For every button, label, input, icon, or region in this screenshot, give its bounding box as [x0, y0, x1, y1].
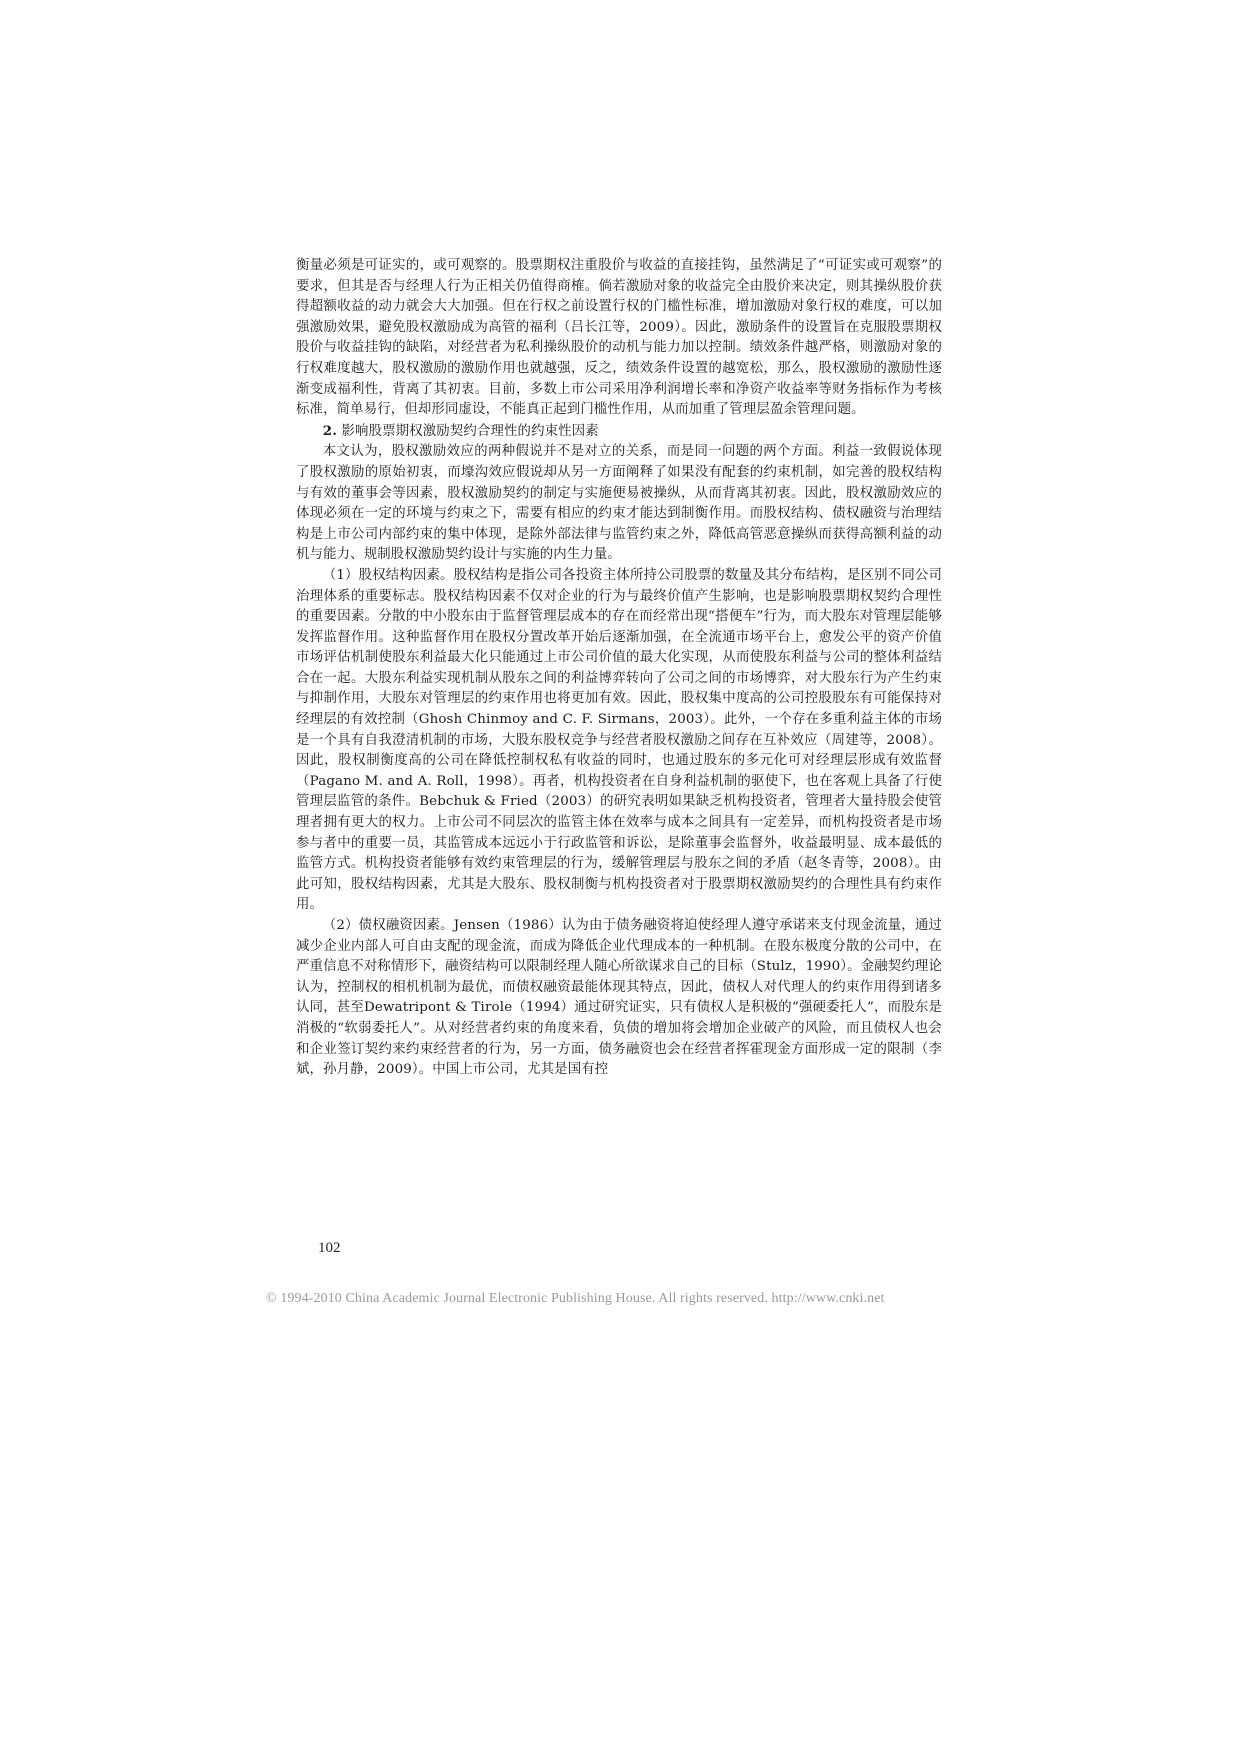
paragraph-intro: 本文认为，股权激励效应的两种假说并不是对立的关系，而是同一问题的两个方面。利益一致假说体现了股权激励的原始初衷，而壕沟效应假说却从另一方面阐释了如果没有配套的约束机制，如完善的股权结构与有效的董事会等因素，股权激励契约的制定与实施便易被操纵，从而背离其初衷。因此，股权激励效应的体现必须在一定的环境与约束之下，需要有相应的约束才能达到制衡作用。而股权结构、债权融资与治理结构是上市公司内部约束的集中体现，是除外部法律与监管约束之外，降低高管恶意操纵而获得高额利益的动机与能力、规制股权激励契约设计与实施的内生力量。	[296, 444, 942, 563]
copyright-notice: © 1994-2010 China Academic Journal Electronic Publishing House. All rights reserved. http://www.cnki.net	[266, 1291, 885, 1306]
paragraph-ownership-structure: （1）股权结构因素。股权结构是指公司各投资主体所持公司股票的数量及其分布结构，是区别不同公司治理体系的重要标志。股权结构因素不仅对企业的行为与最终价值产生影响，也是影响股票期权契约合理性的重要因素。分散的中小股东由于监督管理层成本的存在而经常出现“搭便车”行为，而大股东对管理层能够发挥监督作用。这种监督作用在股权分置改革开始后逐渐加强，在全流通市场平台上，愈发公平的资产价值市场评估机制使股东利益最大化只能通过上市公司价值的最大化实现，从而使股东利益与公司的整体利益结合在一起。大股东利益实现机制从股东之间的利益博弈转向了公司之间的市场博弈，对大股东行为产生约束与抑制作用，大股东对管理层的约束作用也将更加有效。因此，股权集中度高的公司控股股东有可能保持对经理层的有效控制（Ghosh Chinmoy and C. F. Sirmans，2003）。此外，一个存在多重利益主体的市场是一个具有自我澄清机制的市场，大股东股权竞争与经营者股权激励之间存在互补效应（周建等，2008）。因此，股权制衡度高的公司在降低控制权私有收益的同时，也通过股东的多元化可对经理层形成有效监督（Pagano M. and A. Roll，1998）。再者，机构投资者在自身利益机制的驱使下，也在客观上具备了行使管理层监管的条件。Bebchuk & Fried（2003）的研究表明如果缺乏机构投资者，管理者大量持股会使管理者拥有更大的权力。上市公司不同层次的监管主体在效率与成本之间具有一定差异，而机构投资者是市场参与者中的重要一员，其监管成本远远小于行政监管和诉讼，是除董事会监督外，收益最明显、成本最低的监管方式。机构投资者能够有效约束管理层的行为，缓解管理层与股东之间的矛盾（赵冬青等，2008）。由此可知，股权结构因素，尤其是大股东、股权制衡与机构投资者对于股票期权激励契约的合理性具有约束作用。	[296, 567, 942, 913]
section-heading-text: 影响股票期权激励契约合理性的约束性因素	[341, 423, 599, 439]
section-heading	[296, 421, 942, 443]
body-text	[296, 256, 942, 1081]
paragraph-debt-financing: （2）债权融资因素。Jensen（1986）认为由于债务融资将迫使经理人遵守承诺来支付现金流量，通过减少企业内部人可自由支配的现金流，而成为降低企业代理成本的一种机制。在股东极度分散的公司中，在严重信息不对称情形下，融资结构可以限制经理人随心所欲谋求自己的目标（Stulz，1990）。金融契约理论认为，控制权的相机机制为最优，而债权融资最能体现其特点，因此，债权人对代理人的约束作用得到诸多认同，甚至Dewatripont & Tirole（1994）通过研究证实，只有债权人是积极的“强硬委托人”，而股东是消极的“软弱委托人”。从对经营者约束的角度来看，负债的增加将会增加企业破产的风险，而且债权人也会和企业签订契约来约束经营者的行为，另一方面，债务融资也会在经营者挥霍现金方面形成一定的限制（李斌，孙月静，2009）。中国上市公司，尤其是国有控	[296, 918, 942, 1078]
paragraph-continuation: 衡量必须是可证实的，或可观察的。股票期权注重股价与收益的直接挂钩，虽然满足了“可证实或可观察”的要求，但其是否与经理人行为正相关仍值得商榷。倘若激励对象的收益完全由股价来决定，则其操纵股价获得超额收益的动力就会大大加强。但在行权之前设置行权的门槛性标准，增加激励对象行权的难度，可以加强激励效果，避免股权激励成为高管的福利（吕长江等，2009）。因此，激励条件的设置旨在克服股票期权股价与收益挂钩的缺陷，对经营者为私利操纵股价的动机与能力加以控制。绩效条件越严格，则激励对象的行权难度越大，股权激励的激励作用也就越强，反之，绩效条件设置的越宽松，那么，股权激励的激励性逐渐变成福利性，背离了其初衷。目前，多数上市公司采用净利润增长率和净资产收益率等财务指标作为考核标准，简单易行，但却形同虚设，不能真正起到门槛性作用，从而加重了管理层盈余管理问题。	[296, 258, 942, 418]
section-heading-number: 2.	[322, 422, 338, 439]
page-number: 102	[318, 1240, 341, 1256]
